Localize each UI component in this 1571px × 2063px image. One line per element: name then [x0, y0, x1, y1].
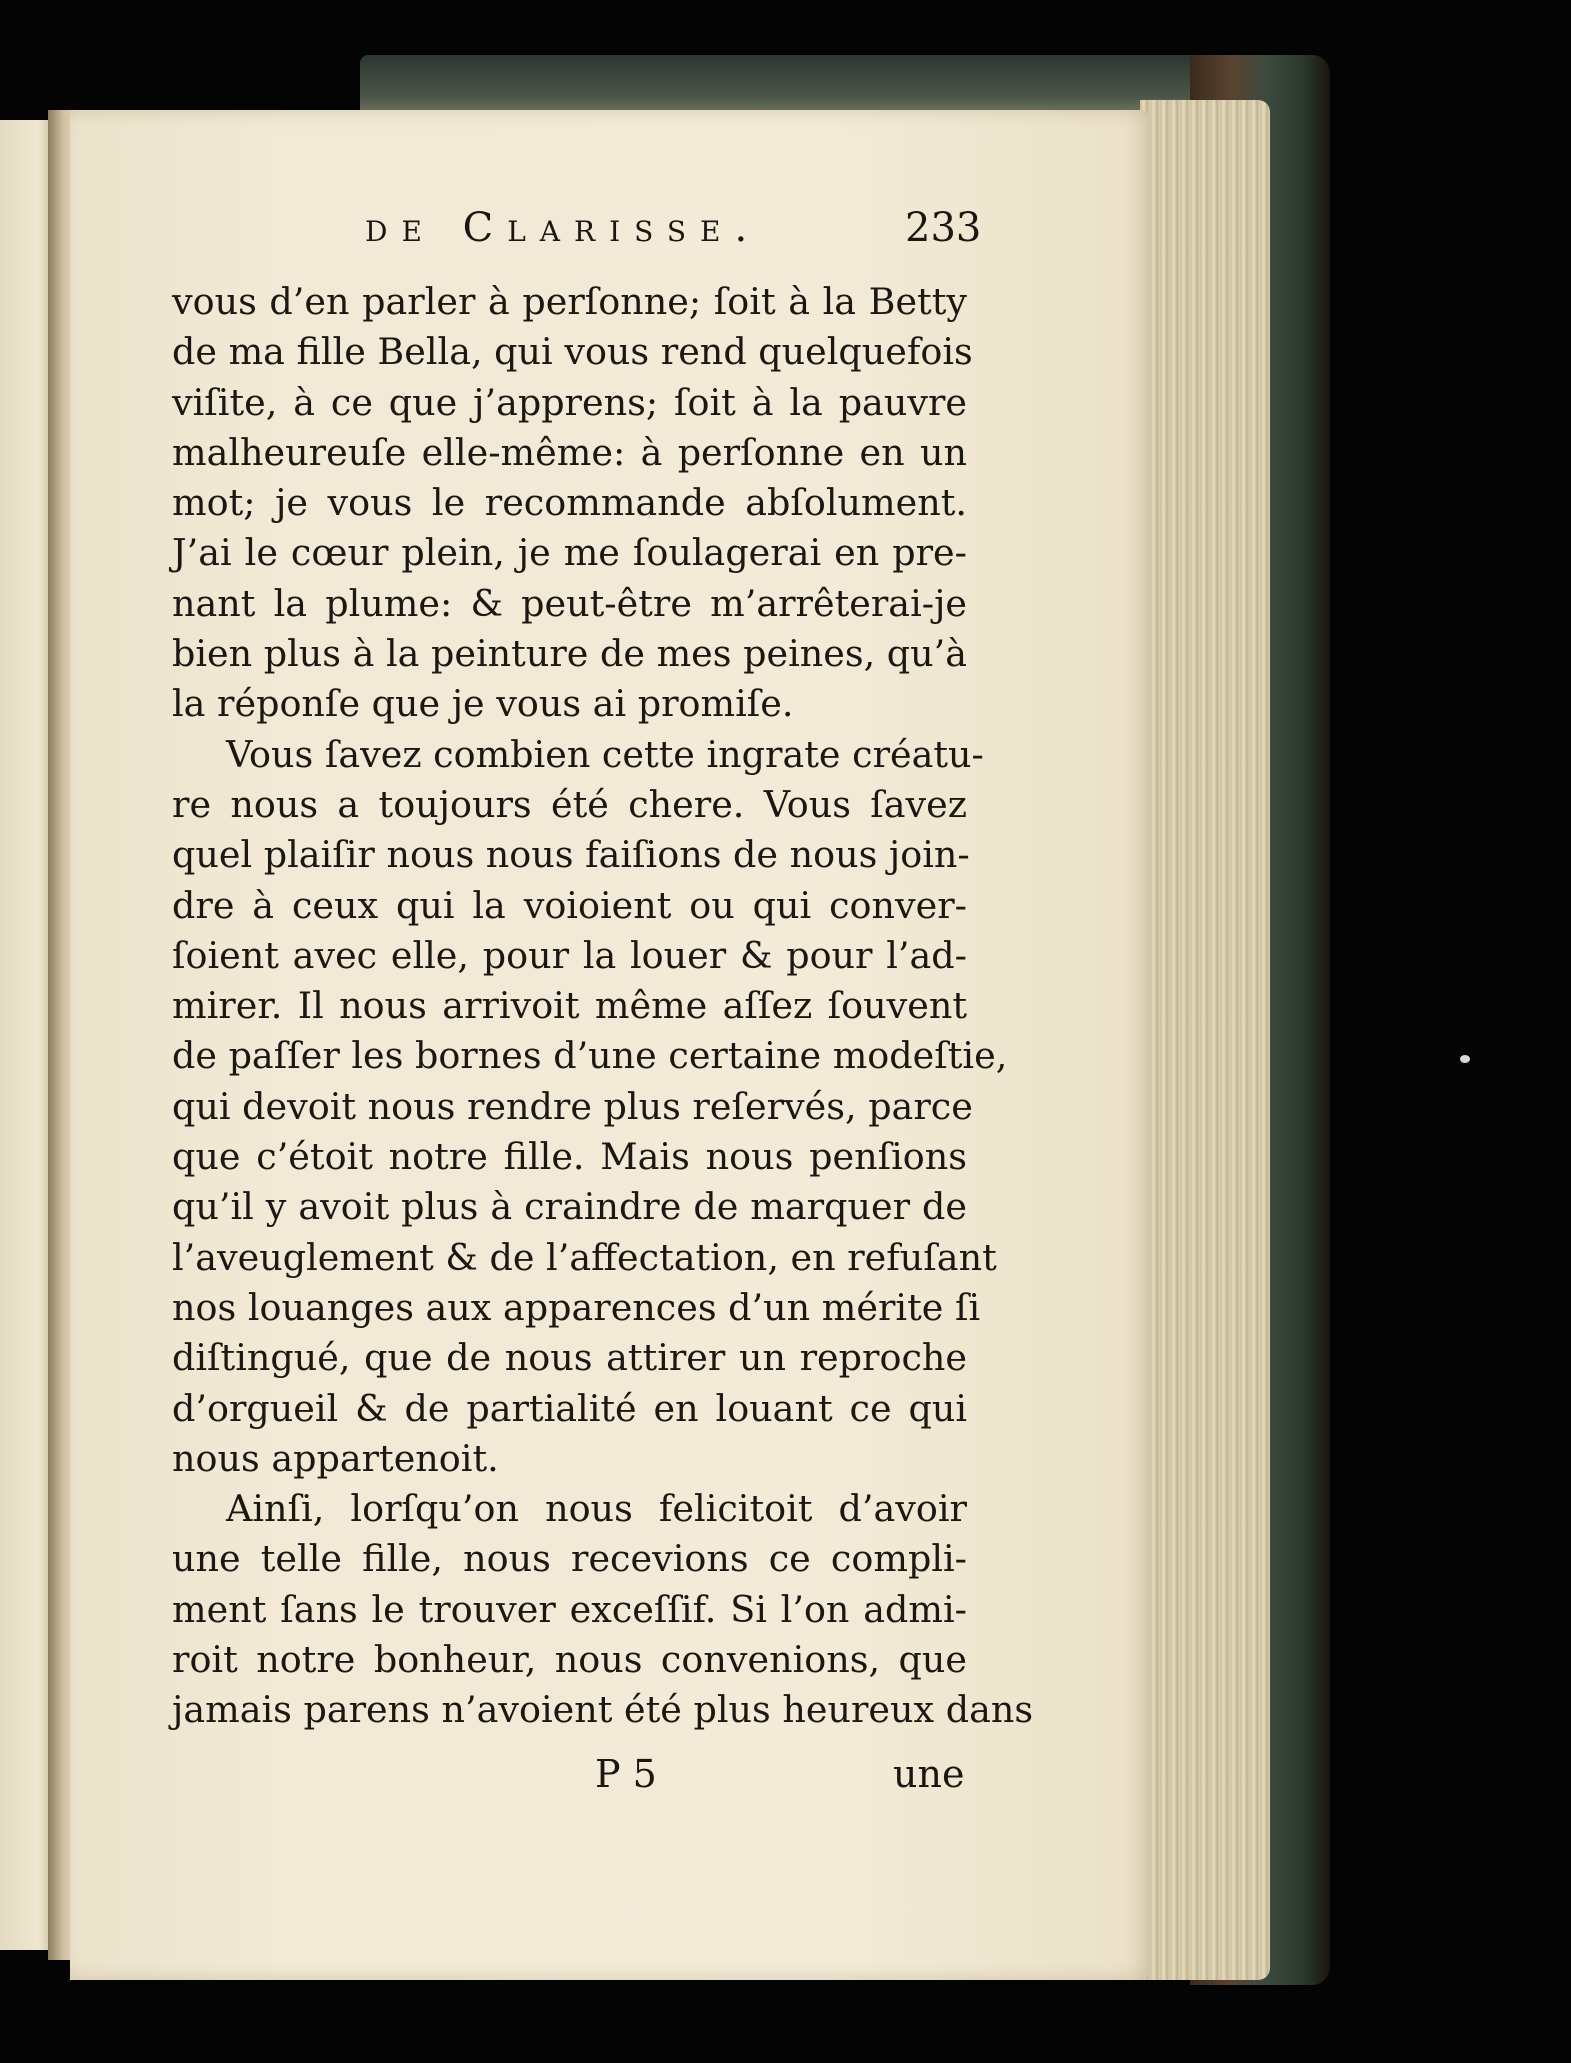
text-line: bien plus à la peinture de mes peines, qu’à: [172, 632, 968, 676]
catchword: une: [893, 1752, 965, 1796]
page-stack-edge: [1140, 100, 1270, 1980]
text-line: diſtingué, que de nous attirer un reproche: [172, 1336, 967, 1380]
text-line: J’ai le cœur plein, je me ſoulagerai en pre-: [172, 531, 967, 575]
running-head: de Clarisse.: [365, 205, 762, 251]
text-line: vous d’en parler à perſonne; ſoit à la Betty: [172, 280, 967, 323]
text-line: Ainſi, lorſqu’on nous felicitoit d’avoir: [226, 1487, 967, 1531]
text-line: malheureuſe elle-même: à perſonne en un: [172, 430, 967, 474]
left-page-edge: [0, 120, 55, 1950]
text-line: ment ſans le trouver exceſſif. Si l’on admi-: [172, 1587, 967, 1631]
text-line: mirer. Il nous arrivoit même aſſez ſouvent: [172, 984, 967, 1028]
text-line: viſite, à ce que j’apprens; ſoit à la pauvre: [172, 380, 967, 424]
text-line: nant la plume: & peut-être m’arrêterai-je: [172, 581, 967, 625]
text-line: que c’étoit notre fille. Mais nous penſions: [172, 1135, 967, 1179]
text-line: de paſſer les bornes d’une certaine modeſtie,: [172, 1034, 1008, 1078]
body-text: [172, 277, 1034, 1736]
text-line: dre à ceux qui la voioient ou qui conver-: [172, 883, 967, 927]
page-header: [0, 205, 1571, 265]
dust-speck: [1460, 1055, 1470, 1063]
page-number: 233: [905, 205, 982, 251]
text-line: la réponſe que je vous ai promiſe.: [172, 682, 794, 726]
text-line: mot; je vous le recommande abſolument.: [172, 481, 967, 525]
text-line: Vous ſavez combien cette ingrate créatu-: [226, 732, 984, 776]
signature-mark: P 5: [595, 1752, 657, 1796]
text-line: ſoient avec elle, pour la louer & pour l’ad-: [172, 933, 967, 977]
text-line: quel plaiſir nous nous faiſions de nous join-: [172, 833, 970, 877]
text-line: l’aveuglement & de l’affectation, en refuſant: [172, 1235, 997, 1279]
text-line: nos louanges aux apparences d’un mérite ſi: [172, 1285, 981, 1329]
text-line: roit notre bonheur, nous convenions, que: [172, 1638, 967, 1682]
text-line: nous appartenoit.: [172, 1436, 499, 1480]
text-line: re nous a toujours été chere. Vous ſavez: [172, 782, 967, 826]
text-line: une telle fille, nous recevions ce compli-: [172, 1537, 967, 1581]
text-line: jamais parens n’avoient été plus heureux dans: [172, 1688, 1034, 1732]
text-line: qu’il y avoit plus à craindre de marquer de: [172, 1185, 967, 1229]
text-line: d’orgueil & de partialité en louant ce qui: [172, 1386, 967, 1430]
text-line: qui devoit nous rendre plus reſervés, parce: [172, 1084, 973, 1128]
text-line: de ma fille Bella, qui vous rend quelquefois: [172, 330, 973, 374]
